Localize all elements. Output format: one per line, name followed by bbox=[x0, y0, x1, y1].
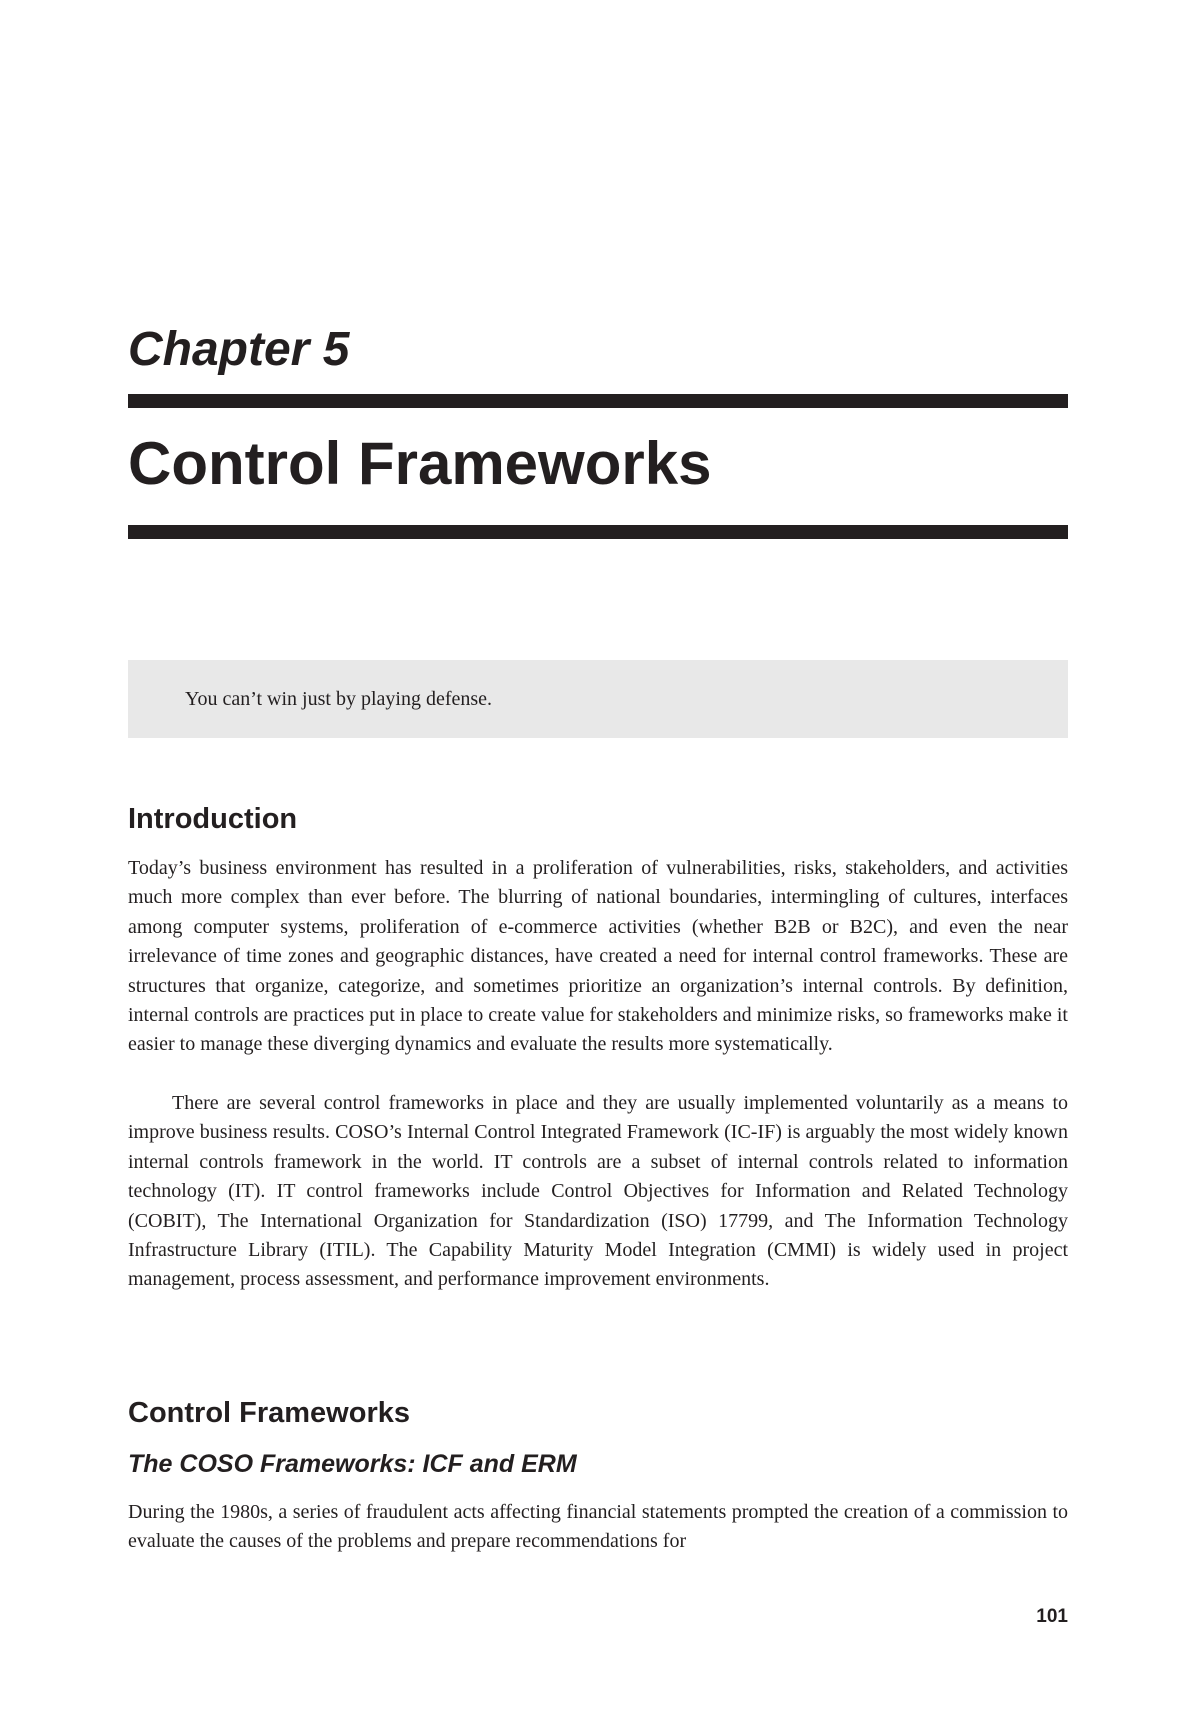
section-heading-introduction: Introduction bbox=[128, 803, 298, 835]
coso-paragraph-1: During the 1980s, a series of fraudulent acts affecting financial statements prompted the creation of a commission to evaluate the causes of the problems and prepare recommendations for bbox=[128, 1501, 1068, 1553]
epigraph-box bbox=[128, 660, 1068, 738]
subsection-heading-coso: The COSO Frameworks: ICF and ERM bbox=[128, 1450, 577, 1478]
intro-paragraph-2: There are several control frameworks in place and they are usually implemented voluntarily as a means to improve business results. COSO’s Internal Control Integrated Framework (IC-IF) is arguably the most widely known internal controls framework in the world. IT controls are a subset of internal controls related to information technology (IT). IT control frameworks include Control Objectives for Information and Related Technology (COBIT), The International Organization for Standardization (ISO) 17799, and The Information Technology Infrastructure Library (ITIL). The Capability Maturity Model Integration (CMMI) is widely used in project management, process assessment, and performance improvement environments. bbox=[128, 1092, 1068, 1291]
page-number: 101 bbox=[1036, 1606, 1068, 1627]
chapter-title: Control Frameworks bbox=[128, 430, 712, 497]
chapter-rule-bottom bbox=[128, 525, 1068, 539]
epigraph-text: You can’t win just by playing defense. bbox=[185, 688, 493, 710]
intro-paragraph-1: Today’s business environment has resulted in a proliferation of vulnerabilities, risks, stakeholders, and activities much more complex than ever before. The blurring of national boundaries, intermingling of cultures, interfaces among computer systems, proliferation of e-commerce activities (whether B2B or B2C), and even the near irrelevance of time zones and geographic distances, have created a need for internal control frameworks. These are structures that organize, categorize, and sometimes prioritize an organization’s internal controls. By definition, internal controls are practices put in place to create value for stakeholders and minimize risks, so frameworks make it easier to manage these diverging dynamics and evaluate the results more systematically. bbox=[128, 857, 1068, 1056]
chapter-rule-top bbox=[128, 394, 1068, 408]
chapter-label: Chapter 5 bbox=[128, 323, 350, 376]
section-heading-control-frameworks: Control Frameworks bbox=[128, 1397, 410, 1429]
